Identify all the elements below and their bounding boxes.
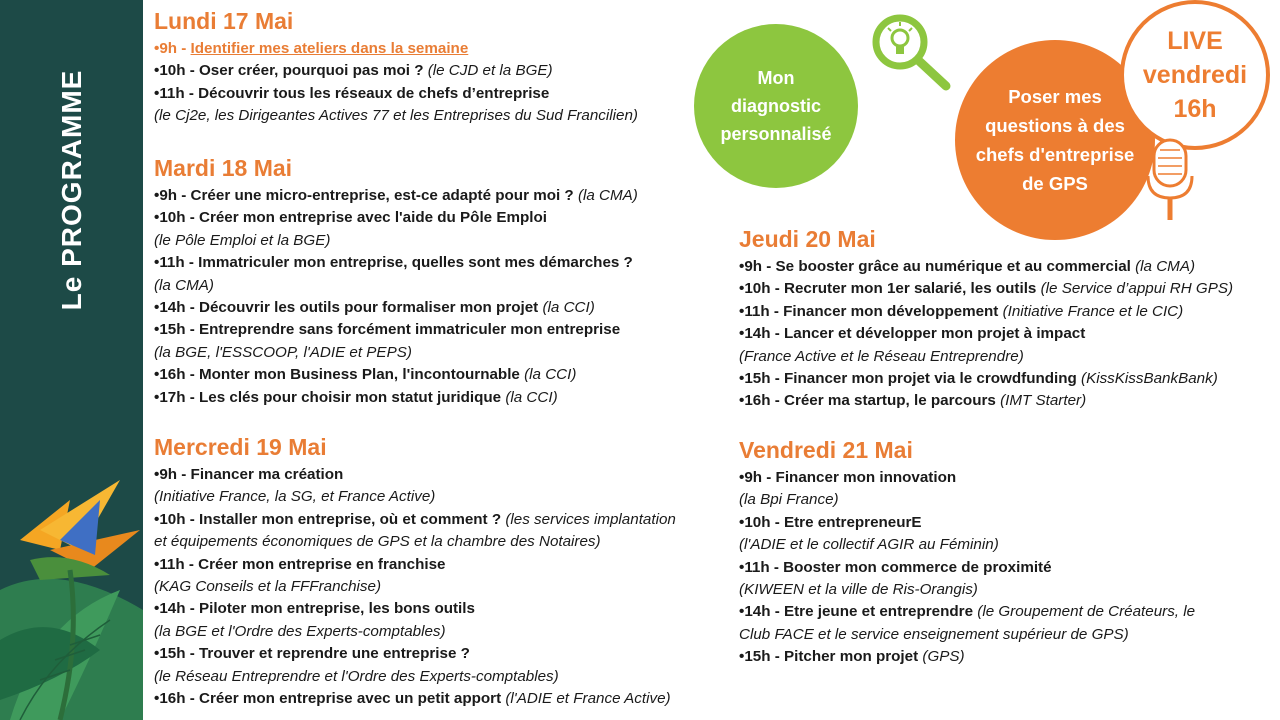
item-title: Etre entrepreneurE: [783, 513, 922, 531]
item-organizers: (le Service d’appui RH GPS): [1036, 280, 1234, 298]
list-item: [739, 467, 1195, 489]
list-item: [154, 387, 638, 409]
day-title: Lundi 17 Mai: [154, 8, 294, 34]
item-title: Créer mon entreprise avec un petit apport: [198, 690, 502, 708]
list-item: [739, 390, 1233, 412]
item-time: •10h -: [739, 280, 784, 298]
item-time: •15h -: [739, 648, 784, 666]
item-organizers: (le CJD et la BGE): [423, 62, 553, 80]
item-title: Pitcher mon projet: [783, 648, 919, 666]
list-item: [739, 646, 1195, 668]
item-organizers: (la CMA): [573, 187, 638, 204]
item-time: •11h -: [154, 84, 199, 102]
day-title: Vendredi 21 Mai: [739, 437, 913, 463]
item-organizers: (IMT Starter): [995, 392, 1087, 410]
item-time: •9h -: [739, 258, 776, 275]
list-item: [154, 464, 676, 486]
item-time: •11h -: [739, 558, 784, 576]
item-organizers: Club FACE et le service enseignement supérieur de GPS): [739, 625, 1129, 643]
item-organizers: (Initiative France et le CIC): [998, 302, 1184, 320]
item-organizers: (la BGE et l'Ordre des Experts-comptables): [154, 622, 446, 640]
item-time: •10h -: [154, 209, 199, 227]
item-organizers: (le Réseau Entreprendre et l'Ordre des Experts-comptables): [154, 667, 559, 685]
item-time: •9h -: [154, 466, 191, 483]
day-title: Jeudi 20 Mai: [739, 226, 876, 252]
item-title: Découvrir tous les réseaux de chefs d’entreprise: [198, 84, 550, 102]
item-time: •10h -: [739, 513, 784, 531]
item-organizers: (l'ADIE et France Active): [501, 690, 671, 708]
item-time: •11h -: [739, 302, 784, 320]
item-title: Les clés pour choisir mon statut juridique: [198, 388, 502, 406]
item-title-link[interactable]: Identifier mes ateliers dans la semaine: [190, 40, 469, 57]
item-time: •14h -: [154, 600, 199, 618]
list-item: [739, 368, 1233, 390]
item-title: Se booster grâce au numérique et au commercial: [775, 258, 1131, 275]
item-title: Trouver et reprendre une entreprise ?: [198, 645, 470, 663]
item-time: •9h -: [154, 187, 191, 204]
day-lundi: [154, 8, 638, 128]
list-item: [154, 297, 638, 319]
list-item: [154, 252, 638, 274]
item-time: •14h -: [739, 603, 784, 621]
diagnostic-label-3: personnalisé: [720, 124, 832, 144]
list-item: [154, 364, 638, 386]
item-organizers: et équipements économiques de GPS et la chambre des Notaires): [154, 533, 601, 551]
item-time: •16h -: [154, 690, 199, 708]
item-organizers: (GPS): [918, 648, 965, 666]
item-time: •14h -: [739, 325, 784, 343]
list-item: [739, 601, 1195, 623]
microphone-icon: [1140, 136, 1200, 226]
item-title: Créer une micro-entreprise, est-ce adapté pour moi ?: [190, 187, 574, 204]
item-title: Etre jeune et entreprendre: [783, 603, 974, 621]
item-organizers: (France Active et le Réseau Entreprendre): [739, 347, 1024, 365]
list-item: [154, 509, 676, 531]
item-time: •15h -: [154, 321, 199, 339]
item-title: Recruter mon 1er salarié, les outils: [783, 280, 1037, 298]
sidebar-title: Le PROGRAMME: [56, 69, 87, 311]
item-organizers: (le Cj2e, les Dirigeantes Actives 77 et les Entreprises du Sud Francilien): [154, 107, 638, 125]
list-item: [154, 643, 676, 665]
item-title: Financer mon projet via le crowdfunding: [783, 370, 1077, 388]
item-organizers: (KAG Conseils et la FFFranchise): [154, 578, 382, 596]
list-item: [154, 688, 676, 710]
diagnostic-button[interactable]: [694, 24, 858, 188]
live-label-1: LIVE: [1167, 27, 1223, 55]
item-organizers: (Initiative France, la SG, et France Active): [154, 488, 436, 506]
list-item: [739, 512, 1195, 534]
live-label-3: 16h: [1173, 95, 1217, 123]
item-organizers: (la CMA): [154, 276, 214, 294]
item-title: Créer mon entreprise avec l'aide du Pôle Emploi: [198, 209, 547, 227]
sidebar: [0, 0, 143, 720]
live-label-2: vendredi: [1142, 61, 1248, 89]
list-item: [154, 60, 638, 82]
list-item[interactable]: [154, 38, 638, 60]
item-time: •9h -: [154, 40, 191, 57]
item-organizers: (l'ADIE et le collectif AGIR au Féminin): [739, 536, 999, 554]
list-item: [154, 185, 638, 207]
item-time: •14h -: [154, 299, 199, 317]
day-mardi: [154, 155, 638, 409]
list-item: [154, 83, 638, 105]
live-badge[interactable]: [1120, 0, 1270, 150]
list-item: [739, 256, 1233, 278]
item-title: Financer ma création: [190, 466, 344, 483]
list-item: [154, 207, 638, 229]
item-organizers: (le Groupement de Créateurs, le: [973, 603, 1196, 621]
day-vendredi: [739, 437, 1195, 669]
item-time: •16h -: [739, 392, 784, 410]
item-title: Piloter mon entreprise, les bons outils: [198, 600, 475, 618]
ask-label-1: Poser mes: [1008, 86, 1102, 107]
item-title: Découvrir les outils pour formaliser mon projet: [198, 299, 539, 317]
ask-label-3: chefs d'entreprise: [975, 144, 1135, 165]
day-title: Mardi 18 Mai: [154, 155, 293, 181]
item-organizers: (la Bpi France): [739, 491, 839, 509]
item-title: Financer mon développement: [783, 302, 999, 320]
item-time: •10h -: [154, 62, 199, 80]
item-organizers: (la CCI): [519, 366, 577, 384]
item-time: •11h -: [154, 254, 199, 272]
day-title: Mercredi 19 Mai: [154, 434, 327, 460]
list-item: [739, 557, 1195, 579]
item-time: •10h -: [154, 510, 199, 528]
item-title: Oser créer, pourquoi pas moi ?: [198, 62, 424, 80]
item-title: Monter mon Business Plan, l'incontournable: [198, 366, 520, 384]
item-title: Entreprendre sans forcément immatriculer mon entreprise: [198, 321, 621, 339]
item-organizers: (KissKissBankBank): [1076, 370, 1218, 388]
item-organizers: (la CCI): [501, 388, 558, 406]
list-item: [154, 319, 638, 341]
item-title: Créer ma startup, le parcours: [783, 392, 996, 410]
diagnostic-label-1: Mon: [757, 68, 795, 88]
item-title: Créer mon entreprise en franchise: [198, 555, 446, 573]
item-organizers: (les services implantation: [501, 510, 676, 528]
list-item: [739, 323, 1233, 345]
diagnostic-label-2: diagnostic: [730, 96, 821, 116]
item-title: Lancer et développer mon projet à impact: [783, 325, 1086, 343]
item-organizers: (le Pôle Emploi et la BGE): [154, 231, 331, 249]
item-organizers: (KIWEEN et la ville de Ris-Orangis): [739, 581, 978, 599]
day-mercredi: [154, 434, 676, 710]
list-item: [154, 554, 676, 576]
item-time: •17h -: [154, 388, 199, 406]
item-organizers: (la CMA): [1130, 258, 1196, 275]
list-item: [154, 598, 676, 620]
magnifier-lightbulb-icon: [866, 8, 954, 96]
ask-label-2: questions à des: [985, 115, 1125, 136]
item-organizers: (la BGE, l'ESSCOOP, l'ADIE et PEPS): [154, 343, 412, 361]
item-title: Installer mon entreprise, où et comment ?: [198, 510, 502, 528]
item-title: Immatriculer mon entreprise, quelles sont mes démarches ?: [198, 254, 633, 272]
item-time: •16h -: [154, 366, 199, 384]
list-item: [739, 301, 1233, 323]
list-item: [739, 278, 1233, 300]
ask-label-4: de GPS: [1022, 173, 1088, 194]
item-organizers: (la CCI): [538, 299, 595, 317]
item-title: Financer mon innovation: [775, 469, 957, 486]
item-time: •15h -: [154, 645, 199, 663]
item-time: •9h -: [739, 469, 776, 486]
day-jeudi: [739, 226, 1233, 413]
item-title: Booster mon commerce de proximité: [783, 558, 1052, 576]
item-time: •15h -: [739, 370, 784, 388]
item-time: •11h -: [154, 555, 199, 573]
bird-of-paradise-illustration: [0, 440, 143, 720]
